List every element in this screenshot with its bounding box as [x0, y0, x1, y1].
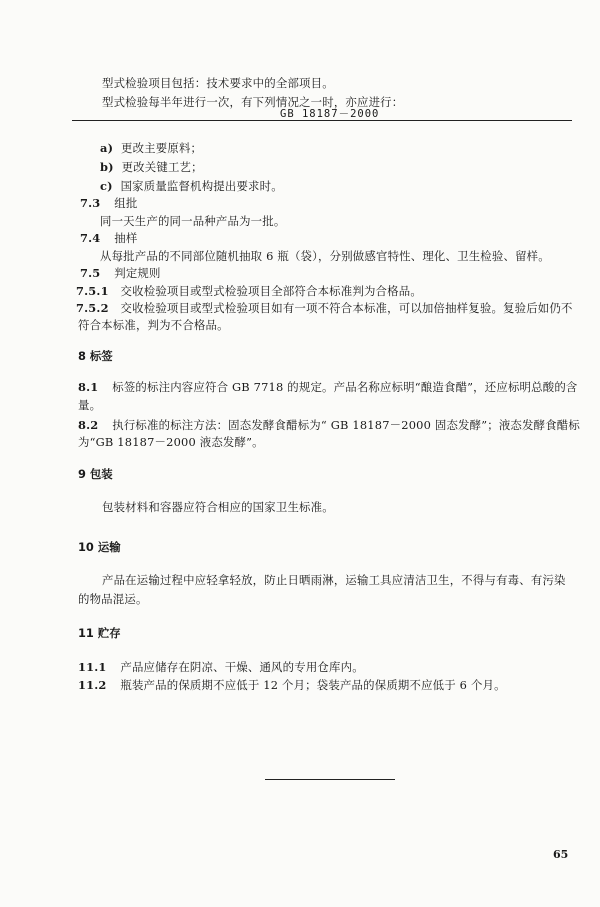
clause-number: 7.5.1 — [76, 284, 109, 298]
clause-11-1 — [78, 660, 364, 674]
clause-text: 标签的标注内容应符合 GB 7718 的规定。产品名称应标明“酿造食醋”，还应标明总酸的含 — [112, 380, 578, 394]
clause-title: 抽样 — [114, 231, 138, 245]
clause-number: 11.1 — [78, 660, 107, 674]
clause-number: 7.5.2 — [76, 301, 109, 315]
section-9-heading: 9 包装 — [78, 467, 113, 481]
clause-7-3-body: 同一天生产的同一品种产品为一批。 — [100, 214, 286, 228]
section-10-heading: 10 运输 — [78, 540, 121, 554]
standard-code-header: GB 18187－2000 — [280, 108, 380, 120]
clause-text: 产品应储存在阴凉、干燥、通风的专用仓库内。 — [120, 660, 364, 674]
end-rule — [265, 779, 395, 780]
list-item — [100, 141, 202, 155]
header-rule — [72, 120, 572, 121]
clause-7-4-body: 从每批产品的不同部位随机抽取 6 瓶（袋），分别做感官特性、理化、卫生检验、留样。 — [100, 249, 550, 263]
clause-7-4-title — [80, 231, 137, 245]
clause-number: 7.5 — [80, 266, 101, 280]
body-line: 型式检验项目包括：技术要求中的全部项目。 — [102, 76, 334, 90]
list-text: 国家质量监督机构提出要求时。 — [120, 179, 283, 193]
section-8-heading: 8 标签 — [78, 349, 113, 363]
clause-7-5-2 — [76, 301, 573, 315]
clause-text: 执行标准的标注方法：固态发酵食醋标为“ GB 18187－2000 固态发酵”；液态发酵食醋标 — [112, 418, 580, 432]
clause-text: 瓶装产品的保质期不应低于 12 个月；袋装产品的保质期不应低于 6 个月。 — [120, 678, 506, 692]
clause-7-5-1 — [76, 284, 422, 298]
clause-title: 组批 — [114, 196, 138, 210]
clause-8-1 — [78, 380, 578, 394]
clause-number: 11.2 — [78, 678, 107, 692]
body-line: 型式检验每半年进行一次，有下列情况之一时，亦应进行： — [102, 95, 404, 109]
list-text: 更改主要原料； — [121, 141, 203, 155]
section-9-body: 包装材料和容器应符合相应的国家卫生标准。 — [102, 500, 334, 514]
clause-text: 交收检验项目或型式检验项目全部符合本标准判为合格品。 — [120, 284, 422, 298]
section-10-body-cont: 的物品混运。 — [78, 592, 148, 606]
clause-7-3-title — [80, 196, 137, 210]
section-10-body: 产品在运输过程中应轻拿轻放，防止日晒雨淋，运输工具应清洁卫生，不得与有毒、有污染 — [102, 573, 566, 587]
clause-7-5-2-cont: 符合本标准，判为不合格品。 — [78, 318, 229, 332]
list-marker: b) — [100, 160, 114, 174]
clause-8-2-cont: 为“GB 18187－2000 液态发酵”。 — [78, 435, 264, 449]
clause-8-1-cont: 量。 — [78, 398, 102, 412]
clause-number: 8.2 — [78, 418, 99, 432]
clause-8-2 — [78, 418, 580, 432]
clause-11-2 — [78, 678, 506, 692]
section-11-heading: 11 贮存 — [78, 626, 121, 640]
clause-7-5-title — [80, 266, 161, 280]
clause-number: 7.4 — [80, 231, 101, 245]
list-item — [100, 179, 283, 193]
clause-text: 交收检验项目或型式检验项目如有一项不符合本标准，可以加倍抽样复验。复验后如仍不 — [120, 301, 573, 315]
list-marker: c) — [100, 179, 113, 193]
list-text: 更改关键工艺； — [121, 160, 203, 174]
clause-number: 8.1 — [78, 380, 99, 394]
list-marker: a) — [100, 141, 114, 155]
page-number: 65 — [553, 848, 569, 861]
clause-number: 7.3 — [80, 196, 101, 210]
clause-title: 判定规则 — [114, 266, 161, 280]
list-item — [100, 160, 203, 174]
